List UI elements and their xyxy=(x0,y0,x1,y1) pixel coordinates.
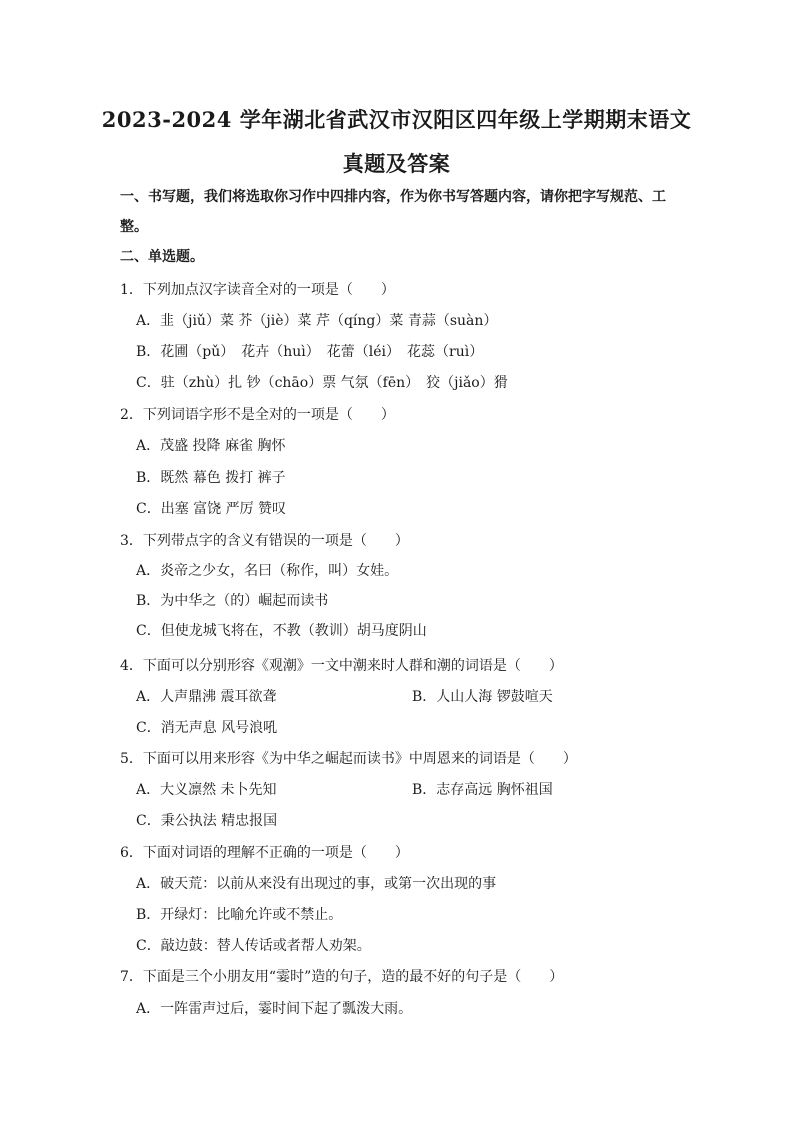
question-2-option-a: A．茂盛 投降 麻雀 胸怀 xyxy=(136,438,286,454)
question-7-option-a: A．一阵雷声过后，霎时间下起了瓢泼大雨。 xyxy=(136,1001,413,1017)
question-4-option-a: A．人声鼎沸 震耳欲聋 xyxy=(136,689,277,705)
section-2-heading: 二、单选题。 xyxy=(120,249,204,265)
question-3-option-c: C．但使龙城飞将在，不教（教训）胡马度阴山 xyxy=(136,623,427,639)
question-6-option-c: C．敲边鼓：替人传话或者帮人劝架。 xyxy=(136,938,371,954)
question-2-option-b: B．既然 幕色 拨打 裤子 xyxy=(136,470,286,486)
question-3-option-a: A．炎帝之少女，名曰（称作，叫）女娃。 xyxy=(136,563,399,579)
question-7-stem: 7．下面是三个小朋友用“霎时”造的句子，造的最不好的句子是（ ） xyxy=(120,969,564,985)
question-6-stem: 6．下面对词语的理解不正确的一项是（ ） xyxy=(120,845,409,861)
question-6-option-b: B．开绿灯：比喻允许或不禁止。 xyxy=(136,907,343,923)
question-5-option-a: A．大义凛然 未卜先知 xyxy=(136,782,277,798)
question-4-option-c: C．消无声息 风号浪吼 xyxy=(136,720,278,736)
question-3-stem: 3．下列带点字的含义有错误的一项是（ ） xyxy=(120,533,409,549)
question-5-stem: 5．下面可以用来形容《为中华之崛起而读书》中周恩来的词语是（ ） xyxy=(120,751,577,767)
question-1-option-c: C．驻（zhù）扎 钞（chāo）票 气氛（fēn） 狡（jiǎo）猾 xyxy=(136,375,508,391)
section-1-heading: 一、书写题，我们将选取你习作中四排内容，作为你书写答题内容，请你把字写规范、工整。 xyxy=(120,189,666,235)
question-4-stem: 4．下面可以分别形容《观潮》一文中潮来时人群和潮的词语是（ ） xyxy=(120,658,563,674)
question-6-option-a: A．破天荒：以前从来没有出现过的事，或第一次出现的事 xyxy=(136,876,497,892)
question-1-option-a: A．韭（jiǔ）菜 芥（jiè）菜 芹（qíng）菜 青蒜（suàn） xyxy=(136,313,498,329)
question-3-option-b: B．为中华之（的）崛起而读书 xyxy=(136,593,329,609)
question-2-stem: 2．下列词语字形不是全对的一项是（ ） xyxy=(120,407,395,423)
question-5-option-c: C．秉公执法 精忠报国 xyxy=(136,813,278,829)
title-line-1: 2023-2024 学年湖北省武汉市汉阳区四年级上学期期末语文 xyxy=(101,107,692,132)
question-1-stem: 1．下列加点汉字读音全对的一项是（ ） xyxy=(120,282,395,298)
question-5-option-b: B．志存高远 胸怀祖国 xyxy=(412,782,553,798)
question-2-option-c: C．出塞 富饶 严厉 赞叹 xyxy=(136,501,287,517)
title-line-2: 真题及答案 xyxy=(342,151,451,176)
question-1-option-b: B．花圃（pǔ） 花卉（huì） 花蕾（léi） 花蕊（ruì） xyxy=(136,344,484,360)
question-4-option-b: B．人山人海 锣鼓喧天 xyxy=(412,689,553,705)
